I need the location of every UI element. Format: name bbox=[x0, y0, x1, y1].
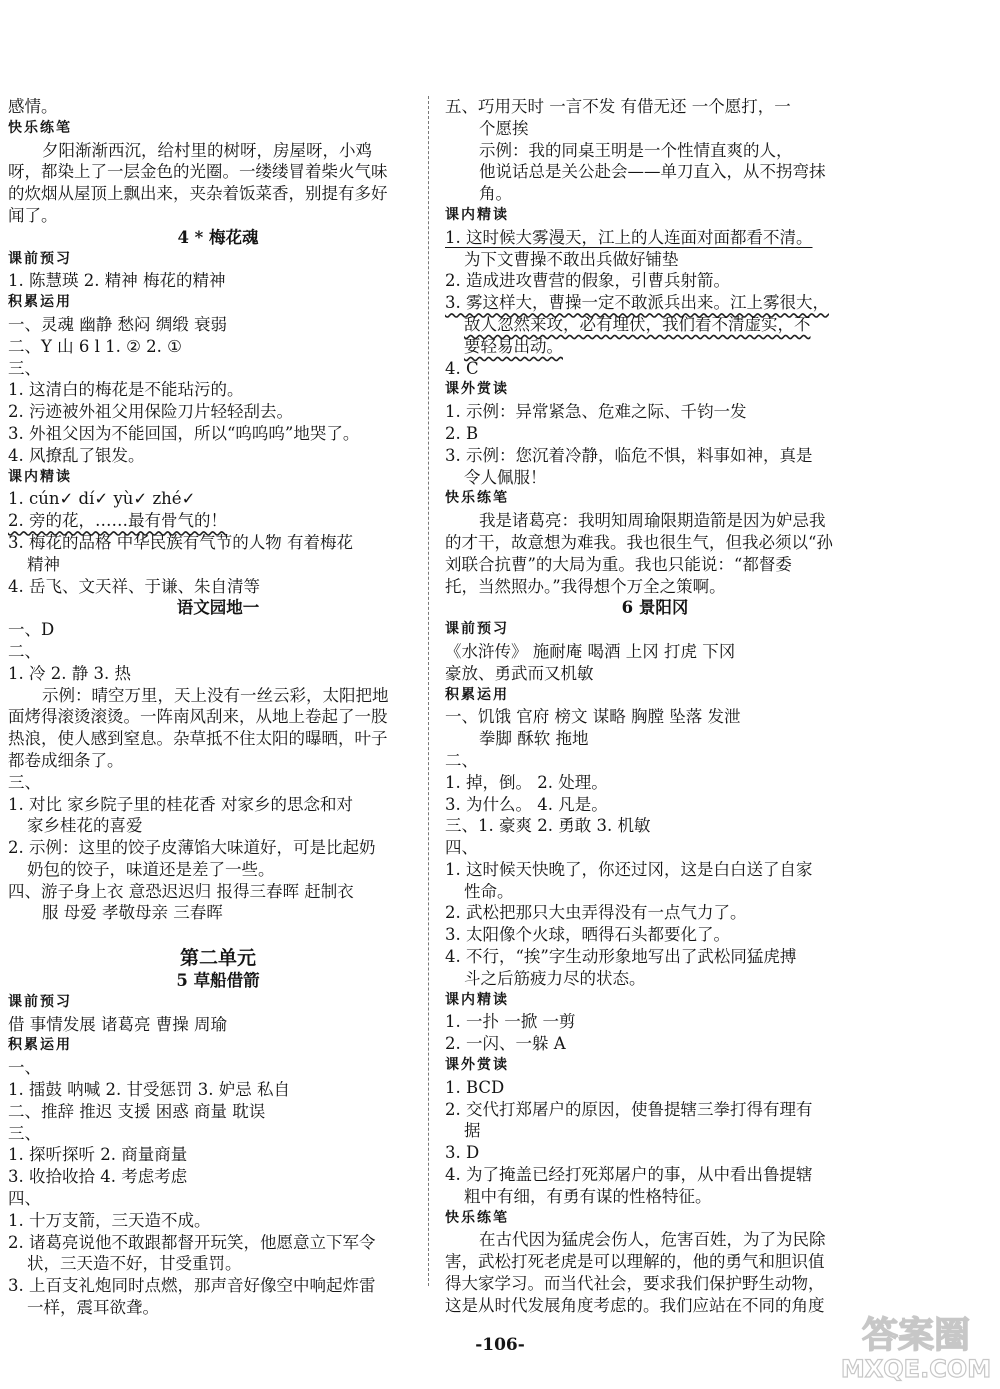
answer-line: 一、 bbox=[8, 1058, 41, 1078]
answer-continuation: 性命。 bbox=[464, 881, 514, 901]
underlined-answer: 2. 旁的花，……最有骨气的！ bbox=[8, 511, 227, 531]
answer-line: 刘联合抗曹”的大局为重。我也只能说：“都督委 bbox=[445, 554, 792, 574]
answer-line: 二、 bbox=[445, 750, 478, 770]
column-divider bbox=[428, 96, 429, 1286]
answer-line: 二、推辞 推迟 支援 困惑 商量 耽误 bbox=[8, 1101, 266, 1121]
answer-line: 三、 bbox=[8, 772, 41, 792]
section-heading: 积累运用 bbox=[8, 294, 72, 311]
answer-line: 的炊烟从屋顶上飘出来，夹杂着饭菜香，别提有多好 bbox=[8, 184, 388, 204]
answer-line: 二、 bbox=[8, 641, 41, 661]
answer-continuation: 为下文曹操不敢出兵做好铺垫 bbox=[464, 249, 679, 269]
answer-line: 2. 污迹被外祖父用保险刀片轻轻刮去。 bbox=[8, 402, 293, 422]
answer-line: 闻了。 bbox=[8, 205, 58, 225]
section-heading: 课前预习 bbox=[445, 621, 509, 638]
answer-line: 1. 示例：异常紧急、危难之际、千钧一发 bbox=[445, 402, 747, 422]
page-number: -106- bbox=[475, 1335, 525, 1355]
section-heading: 积累运用 bbox=[445, 686, 509, 703]
paragraph-line: 他说话总是关公赴会——单刀直入，从不拐弯抹 bbox=[479, 162, 826, 182]
answer-line: 3. 为什么。 4. 凡是。 bbox=[445, 794, 608, 814]
answer-line: 一、D bbox=[8, 620, 55, 640]
answer-continuation: 家乡桂花的喜爱 bbox=[27, 816, 143, 836]
section-heading: 快乐练笔 bbox=[8, 119, 72, 136]
answer-line: 1. 陈慧瑛 2. 精神 梅花的精神 bbox=[8, 271, 226, 291]
answer-line: 五、巧用天时 一言不发 有借无还 一个愿打，一 bbox=[445, 97, 791, 116]
section-heading: 课外赏读 bbox=[445, 381, 509, 398]
answer-line: 热浪，使人感到窒息。杂草抵不住太阳的曝晒，叶子 bbox=[8, 729, 388, 749]
answer-line: 四、 bbox=[8, 1189, 41, 1209]
answer-line: 都卷成细条了。 bbox=[8, 750, 124, 770]
paragraph-start: 夕阳渐渐西沉，给村里的树呀，房屋呀，小鸡 bbox=[42, 140, 372, 160]
answer-line: 1. 擂鼓 呐喊 2. 甘受惩罚 3. 妒忌 私自 bbox=[8, 1080, 290, 1100]
section-heading: 课内精读 bbox=[445, 991, 509, 1008]
watermark-logo bbox=[836, 1305, 996, 1385]
answer-line: 1. 一扑 一掀 一剪 bbox=[445, 1012, 576, 1032]
answer-line: 1. 探听探听 2. 商量商量 bbox=[8, 1145, 188, 1165]
section-heading: 课内精读 bbox=[445, 206, 509, 223]
answer-continuation: 状，三天造不好，甘受重罚。 bbox=[27, 1254, 242, 1274]
answer-continuation: 令人佩服！ bbox=[464, 467, 547, 487]
answer-continuation: 斗之后筋疲力尽的状态。 bbox=[464, 968, 646, 988]
paragraph-line: 服 母爱 孝敬母亲 三春晖 bbox=[42, 903, 223, 923]
watermark-bottom-text: MXQE.COM bbox=[840, 1355, 992, 1383]
answer-line: 三、 bbox=[8, 358, 41, 378]
section-heading: 积累运用 bbox=[8, 1037, 72, 1054]
answer-continuation: 据 bbox=[464, 1121, 481, 1141]
lesson-title: 4 * 梅花魂 bbox=[177, 227, 259, 247]
section-heading: 快乐练笔 bbox=[445, 1209, 509, 1226]
answer-line: 3. 示例：您沉着冷静，临危不惧，料事如神，真是 bbox=[445, 445, 813, 465]
answer-line: 1. 这清白的梅花是不能玷污的。 bbox=[8, 380, 244, 400]
section-heading: 快乐练笔 bbox=[445, 490, 509, 507]
section-heading: 课前预习 bbox=[8, 250, 72, 267]
answer-line: 呀，都染上了一层金色的光圈。一缕缕冒着柴火气味 bbox=[8, 162, 388, 182]
answer-line: 2. 交代打郑屠户的原因，使鲁提辖三拳打得有理有 bbox=[445, 1099, 813, 1119]
answer-line: 3. 梅花的品格 中华民族有气节的人物 有着梅花 bbox=[8, 532, 353, 552]
answer-line: 3. 上百支礼炮同时点燃，那声音好像空中响起炸雷 bbox=[8, 1276, 376, 1296]
answer-line: 3. D bbox=[445, 1143, 480, 1163]
answer-continuation: 精神 bbox=[27, 554, 60, 574]
underlined-answer: 1. 这时候大雾漫天，江上的人连面对面都看不清。 bbox=[445, 227, 813, 247]
answer-line: 面烤得滚烫滚烫。一阵南风刮来，从地上卷起了一股 bbox=[8, 707, 388, 727]
answer-continuation: 一样，震耳欲聋。 bbox=[27, 1298, 159, 1318]
answer-line: 豪放、勇武而又机敏 bbox=[445, 663, 594, 683]
section-heading: 课前预习 bbox=[8, 993, 72, 1010]
answer-line: 3. 外祖父因为不能回国，所以“呜呜呜”地哭了。 bbox=[8, 423, 360, 443]
answer-continuation: 粗中有细，有勇有谋的性格特征。 bbox=[464, 1186, 712, 1206]
answer-line: 2. 示例：这里的饺子皮薄馅大味道好，可是比起奶 bbox=[8, 838, 376, 858]
answer-line: 三、 bbox=[8, 1123, 41, 1143]
answer-line: 1. 冷 2. 静 3. 热 bbox=[8, 663, 131, 683]
answer-line: 4. 不行，“挨”字生动形象地写出了武松同猛虎搏 bbox=[445, 947, 797, 967]
paragraph-start: 示例：晴空万里，天上没有一丝云彩，太阳把地 bbox=[42, 685, 389, 705]
answer-line: 4. 为了掩盖已经打死郑屠户的事，从中看出鲁提辖 bbox=[445, 1165, 813, 1185]
answer-line: 2. 诸葛亮说他不敢跟都督开玩笑，他愿意立下军令 bbox=[8, 1232, 376, 1252]
answer-line: 1. BCD bbox=[445, 1077, 505, 1097]
answer-line: 四、游子身上衣 意恐迟迟归 报得三春晖 赶制衣 bbox=[8, 881, 354, 901]
paragraph-line: 个愿挨 bbox=[479, 118, 529, 138]
underlined-answer: 要轻易出动。 bbox=[464, 336, 563, 356]
answer-line: 4. C bbox=[445, 358, 479, 378]
answer-line: 4. 风撩乱了银发。 bbox=[8, 445, 145, 465]
answer-line: 三、1. 豪爽 2. 勇敢 3. 机敏 bbox=[445, 816, 651, 836]
answer-continuation: 奶包的饺子，味道还是差了一些。 bbox=[27, 859, 275, 879]
underlined-answer: 3. 雾这样大，曹操一定不敢派兵出来。江上雾很大， bbox=[445, 293, 829, 313]
section-heading: 课内精读 bbox=[8, 468, 72, 485]
answer-line: 一、灵魂 幽静 愁闷 绸缎 衰弱 bbox=[8, 314, 227, 334]
answer-line: 2. 武松把那只大虫弄得没有一点气力了。 bbox=[445, 903, 747, 923]
answer-line: 3. 收拾收拾 4. 考虑考虑 bbox=[8, 1167, 188, 1187]
answer-line: 托，当然照办。”我得想个万全之策啊。 bbox=[445, 576, 726, 596]
answer-line: 借 事情发展 诸葛亮 曹操 周瑜 bbox=[8, 1014, 227, 1034]
lesson-title: 语文园地一 bbox=[176, 598, 260, 618]
answer-line: 4. 岳飞、文天祥、于谦、朱自清等 bbox=[8, 576, 260, 596]
paragraph-start: 示例：我的同桌王明是一个性情直爽的人， bbox=[479, 140, 793, 160]
answer-line: 《水浒传》 施耐庵 喝酒 上冈 打虎 下冈 bbox=[445, 641, 736, 661]
answer-line: 四、 bbox=[445, 838, 478, 858]
answer-line: 1. cún✓ dí✓ yù✓ zhé✓ bbox=[8, 489, 196, 509]
answer-line: 3. 太阳像个火球，晒得石头都要化了。 bbox=[445, 925, 730, 945]
answer-line: 1. 十万支箭，三天造不成。 bbox=[8, 1210, 211, 1230]
answer-line: 这是从时代发展角度考虑的。我们应站在不同的角度 bbox=[445, 1295, 825, 1315]
paragraph-start: 在古代因为猛虎会伤人，危害百姓，为了为民除 bbox=[479, 1230, 826, 1250]
left-column bbox=[8, 96, 428, 1319]
answer-line: 的才干，故意想为难我。我也很生气，但我必须以“孙 bbox=[445, 532, 833, 552]
paragraph-line: 角。 bbox=[479, 184, 512, 204]
section-heading: 课外赏读 bbox=[445, 1057, 509, 1074]
right-column bbox=[445, 96, 865, 1317]
paragraph-line: 拳脚 酥软 拖地 bbox=[479, 729, 589, 749]
answer-line: 1. 掉，倒。 2. 处理。 bbox=[445, 772, 608, 792]
answer-line: 1. 这时候天快晚了，你还过冈，这是白白送了自家 bbox=[445, 859, 813, 879]
watermark-top-text: 答案圈 bbox=[861, 1315, 971, 1356]
answer-line: 2. 一闪、一躲 A bbox=[445, 1034, 566, 1054]
answer-line: 得大家学习。而当代社会，要求我们保护野生动物， bbox=[445, 1274, 825, 1294]
answer-line: 二、Y 山 6 l 1. ② 2. ① bbox=[8, 336, 182, 356]
answer-line: 感情。 bbox=[8, 97, 58, 116]
underlined-answer: 敌人忽然来攻，必有埋伏，我们看不清虚实，不 bbox=[464, 314, 811, 334]
answer-line: 2. B bbox=[445, 423, 479, 443]
answer-line: 1. 对比 家乡院子里的桂花香 对家乡的思念和对 bbox=[8, 794, 353, 814]
paragraph-start: 我是诸葛亮：我明知周瑜限期造箭是因为妒忌我 bbox=[479, 511, 826, 531]
answer-line: 2. 造成进攻曹营的假象，引曹兵射箭。 bbox=[445, 271, 730, 291]
lesson-title: 6 景阳冈 bbox=[621, 598, 689, 618]
answer-line: 一、饥饿 官府 榜文 谋略 胸膛 坠落 发泄 bbox=[445, 707, 741, 727]
lesson-title: 5 草船借箭 bbox=[176, 971, 260, 991]
answer-line: 害，武松打死老虎是可以理解的，他的勇气和胆识值 bbox=[445, 1252, 825, 1272]
unit-title: 第二单元 bbox=[179, 947, 256, 970]
